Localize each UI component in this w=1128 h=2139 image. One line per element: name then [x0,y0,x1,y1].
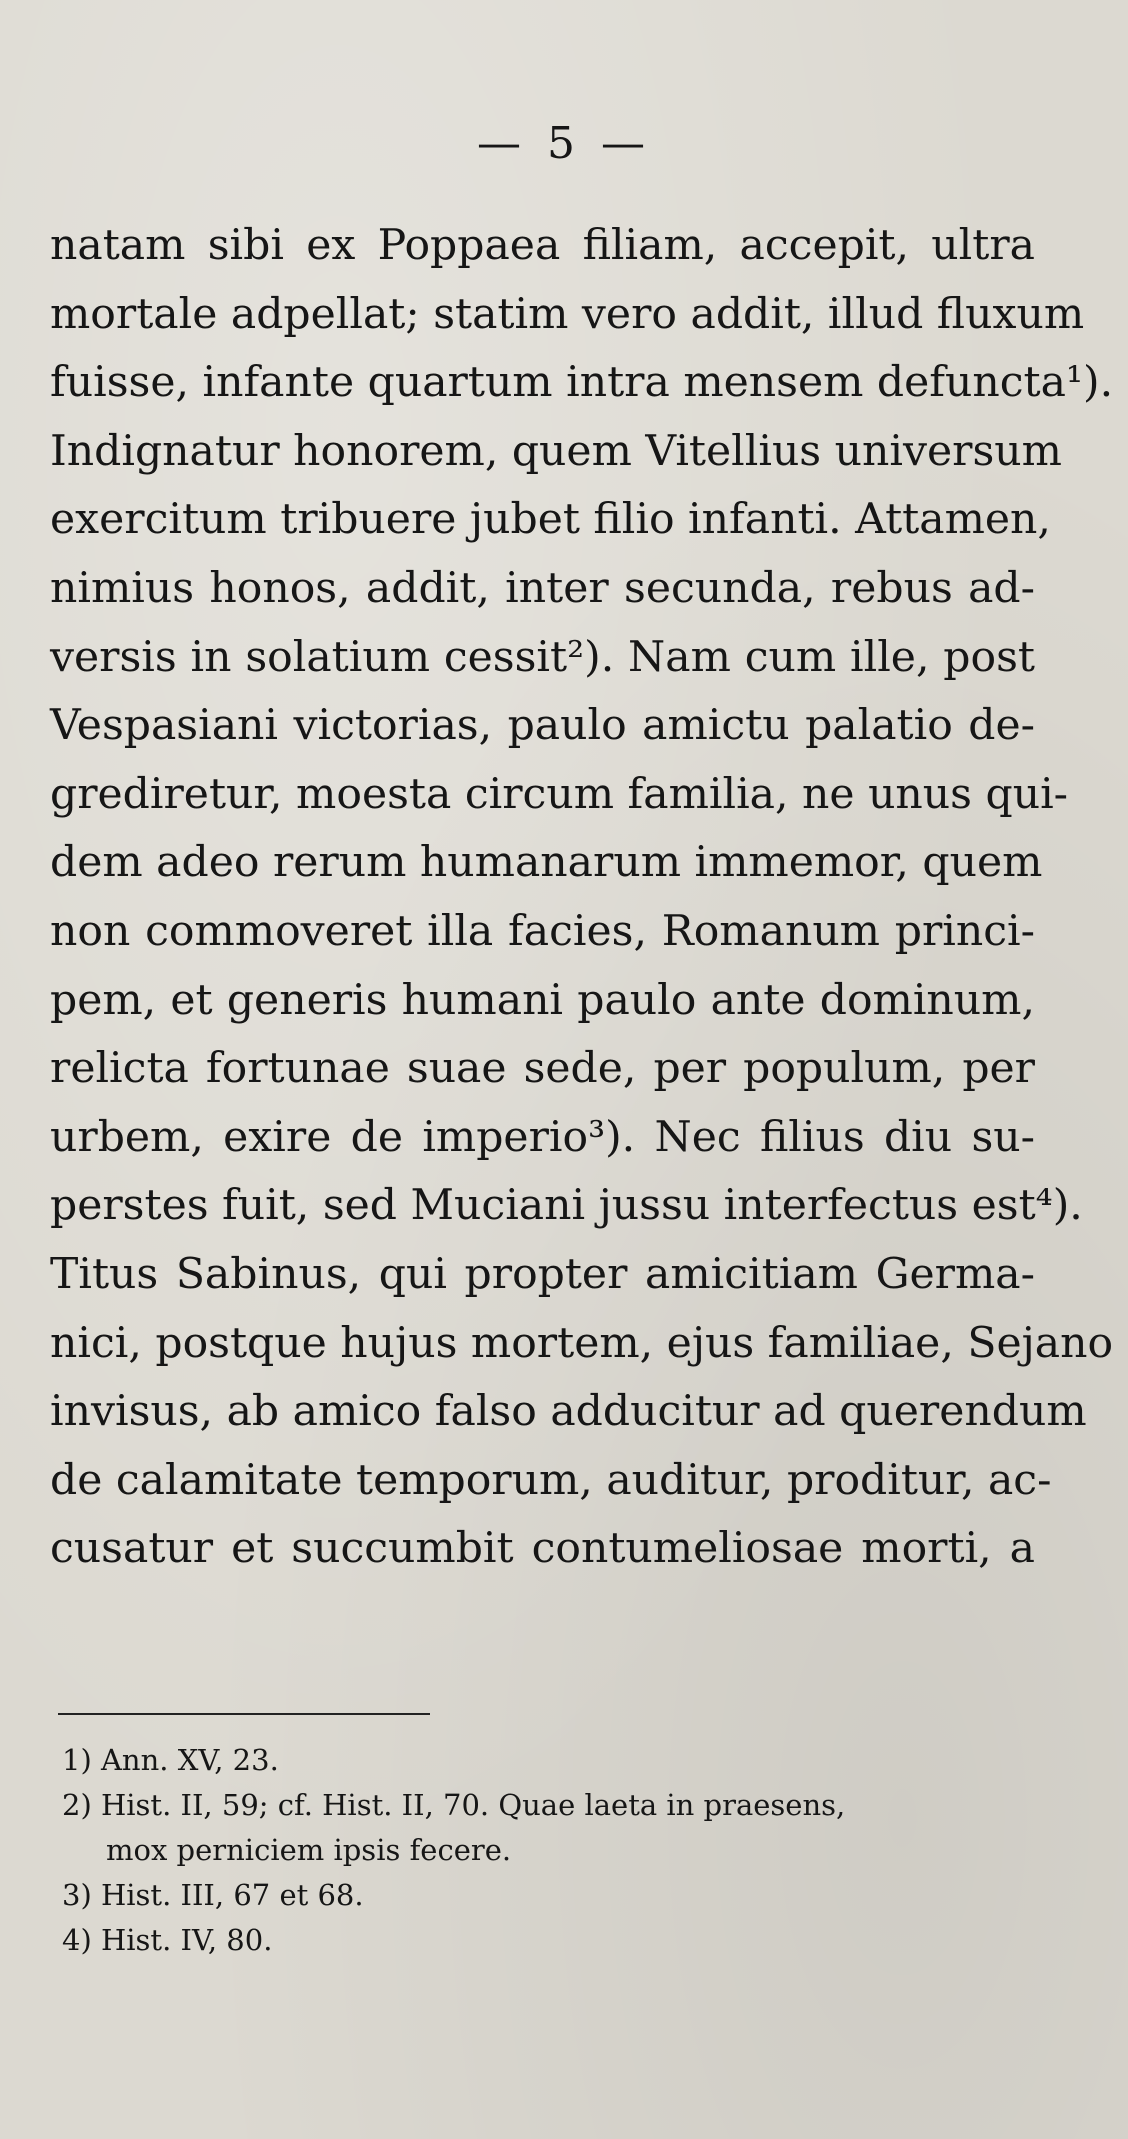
footnote: 3) Hist. III, 67 et 68. [62,1878,364,1912]
body-line: Vespasiani victorias, paulo amictu palatio de- [50,701,1035,751]
body-line: exercitum tribuere jubet filio infanti. Attamen, [50,495,1051,545]
body-line: dem adeo rerum humanarum immemor, quem [50,838,1043,888]
footnote-rule [58,1713,430,1715]
body-line: pem, et generis humani paulo ante dominum, [50,975,1035,1025]
body-line: nici, postque hujus mortem, ejus familiae, Sejano [50,1318,1114,1368]
body-line: mortale adpellat; statim vero addit, illud fluxum [50,289,1085,339]
body-line: natam sibi ex Poppaea filiam, accepit, ultra [50,221,1035,270]
body-line: invisus, ab amico falso adducitur ad querendum [50,1387,1087,1437]
footnotes [62,1738,1042,1963]
body-line: de calamitate temporum, auditur, proditur, ac- [50,1455,1052,1505]
body-line: urbem, exire de imperio³). Nec filius diu su- [50,1112,1035,1162]
body-line: non commoveret illa facies, Romanum princi- [50,906,1035,956]
body-line: Titus Sabinus, qui propter amicitiam Germa- [50,1249,1035,1299]
footnote: 2) Hist. II, 59; cf. Hist. II, 70. Quae laeta in praesens, [62,1788,846,1822]
footnote: 4) Hist. IV, 80. [62,1923,273,1957]
body-line: fuisse, infante quartum intra mensem defuncta¹). [50,358,1114,408]
footnote-continuation: mox perniciem ipsis fecere. [106,1833,512,1867]
body-line: perstes fuit, sed Muciani jussu interfectus est⁴). [50,1181,1083,1231]
body-line: relicta fortunae suae sede, per populum, per [50,1044,1035,1094]
body-text [50,212,1114,1584]
body-line: versis in solatium cessit²). Nam cum ille, post [50,632,1035,682]
body-line: cusatur et succumbit contumeliosae morti, a [50,1524,1035,1574]
body-line: Indignatur honorem, quem Vitellius universum [50,426,1062,476]
footnote: 1) Ann. XV, 23. [62,1743,279,1777]
body-line: grediretur, moesta circum familia, ne unus qui- [50,769,1069,819]
page-number: — 5 — [477,118,651,169]
body-line: nimius honos, addit, inter secunda, rebus ad- [50,563,1035,613]
